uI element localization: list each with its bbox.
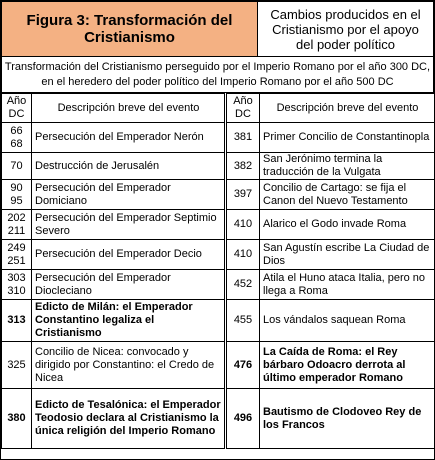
event-cell: Edicto de Tesalónica: el Emperador Teodosio declara al Cristianismo la única religión del Imperio Romano — [32, 389, 226, 449]
desc-header: Descripción breve del evento — [260, 94, 435, 123]
table-row — [2, 270, 435, 300]
table-row — [2, 210, 435, 240]
event-cell: Los vándalos saquean Roma — [260, 300, 435, 342]
year-cell: 313 — [2, 300, 32, 342]
intro-text: Transformación del Cristianismo perseguido por el Imperio Romano por el año 300 DC, en el heredero del poder político del Imperio Romano por el año 500 DC — [1, 57, 434, 93]
year-cell: 397 — [226, 180, 260, 210]
figure-title: Figura 3: Transformación del Cristianismo — [2, 2, 258, 57]
event-cell: Concilio de Cartago: se fija el Canon del Nuevo Testamento — [260, 180, 435, 210]
year-value: 202 211 — [7, 211, 26, 237]
year-header: Año DC — [2, 94, 32, 123]
event-cell: Edicto de Milán: el Emperador Constantino legaliza el Cristianismo — [32, 300, 226, 342]
events-table — [1, 93, 435, 449]
year-cell: 381 — [226, 123, 260, 153]
year-cell: 455 — [226, 300, 260, 342]
figure-subtitle: Cambios producidos en el Cristianismo por el apoyo del poder político — [258, 2, 434, 57]
year-cell: 325 — [2, 342, 32, 389]
event-cell: Concilio de Nicea: convocado y dirigido por Constantino: el Credo de Nicea — [32, 342, 226, 389]
year-value: 303 310 — [7, 271, 26, 297]
table-header-row — [2, 94, 435, 123]
event-cell: Destrucción de Jerusalén — [32, 153, 226, 180]
event-cell: Alarico el Godo invade Roma — [260, 210, 435, 240]
table-row — [2, 342, 435, 389]
event-cell: San Agustín escribe La Ciudad de Dios — [260, 240, 435, 270]
table-row — [2, 300, 435, 342]
event-cell: Atila el Huno ataca Italia, pero no llega a Roma — [260, 270, 435, 300]
event-cell: Persecución del Emperador Decio — [32, 240, 226, 270]
year-cell — [2, 240, 32, 270]
event-cell: Persecución del Emperador Domiciano — [32, 180, 226, 210]
year-cell — [2, 270, 32, 300]
event-cell: Persecución del Emperador Nerón — [32, 123, 226, 153]
year-cell: 410 — [226, 210, 260, 240]
year-cell: 380 — [2, 389, 32, 449]
year-value: 66 68 — [10, 124, 23, 150]
year-header: Año DC — [226, 94, 260, 123]
table-row — [2, 123, 435, 153]
year-cell — [2, 210, 32, 240]
table-row — [2, 240, 435, 270]
year-cell: 496 — [226, 389, 260, 449]
year-cell: 70 — [2, 153, 32, 180]
year-cell: 410 — [226, 240, 260, 270]
event-cell: Persecución del Emperador Diocleciano — [32, 270, 226, 300]
year-cell: 476 — [226, 342, 260, 389]
table-row — [2, 153, 435, 180]
event-cell: San Jerónimo termina la traducción de la Vulgata — [260, 153, 435, 180]
figure-header — [1, 1, 434, 57]
year-value: 90 95 — [10, 181, 23, 207]
event-cell: Bautismo de Clodoveo Rey de los Francos — [260, 389, 435, 449]
year-cell: 382 — [226, 153, 260, 180]
year-cell: 452 — [226, 270, 260, 300]
year-value: 249 251 — [7, 241, 26, 267]
desc-header: Descripción breve del evento — [32, 94, 226, 123]
year-cell — [2, 123, 32, 153]
event-cell: La Caída de Roma: el Rey bárbaro Odoacro derrota al último emperador Romano — [260, 342, 435, 389]
table-row — [2, 180, 435, 210]
year-cell — [2, 180, 32, 210]
event-cell: Primer Concilio de Constantinopla — [260, 123, 435, 153]
table-row — [2, 389, 435, 449]
event-cell: Persecución del Emperador Septimio Severo — [32, 210, 226, 240]
